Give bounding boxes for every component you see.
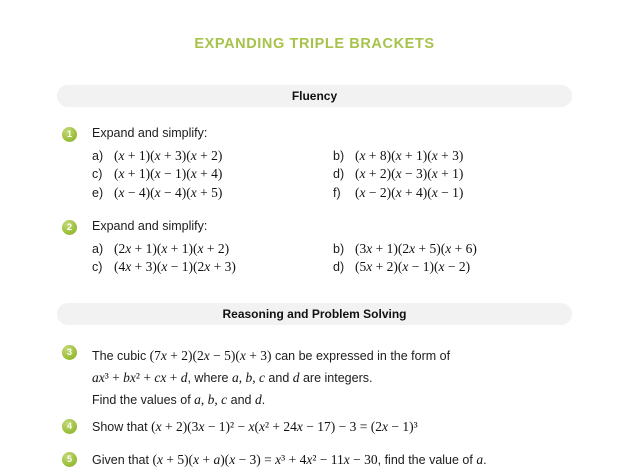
part-label: a) [92, 241, 104, 256]
question-1 [62, 126, 607, 203]
question-line: Find the values of a, b, c and d. [92, 392, 266, 407]
part-label: a) [92, 148, 104, 163]
page-title: EXPANDING TRIPLE BRACKETS [194, 36, 435, 52]
part-expression: (x + 2)(x − 3)(x + 1) [355, 166, 464, 181]
part-label: e) [92, 185, 104, 200]
part-label: d) [333, 260, 345, 274]
part-expression: (4x + 3)(x − 1)(2x + 3) [114, 259, 236, 274]
part-1b [333, 148, 607, 167]
question-2-parts [92, 241, 607, 278]
part-label: b) [333, 148, 345, 163]
question-4 [62, 418, 607, 435]
section-label-fluency: Fluency [291, 89, 338, 103]
question-3 [62, 344, 607, 411]
question-2-header [62, 219, 607, 235]
section-label-reasoning: Reasoning and Problem Solving [222, 307, 407, 321]
question-2-badge: 2 [62, 220, 77, 235]
question-2-prompt: Expand and simplify: [92, 219, 208, 233]
part-expression: (x + 1)(x − 1)(x + 4) [114, 166, 223, 181]
question-2 [62, 219, 607, 278]
part-expression: (5x + 2)(x − 1)(x − 2) [355, 259, 471, 274]
question-line: Show that (x + 2)(3x − 1)² − x(x² + 24x − 17) − 3 = (2x − 1)³ [92, 419, 418, 434]
question-line: The cubic (7x + 2)(2x − 5)(x + 3) can be expressed in the form of [92, 348, 451, 363]
question-4-text [92, 418, 418, 435]
question-5-badge: 5 [62, 452, 77, 467]
part-2c [92, 259, 333, 278]
part-label: d) [333, 167, 345, 181]
part-2b [333, 241, 607, 260]
part-1f [333, 185, 607, 204]
question-4-badge: 4 [62, 419, 77, 434]
section-bar-fluency [57, 85, 572, 107]
part-label: b) [333, 241, 345, 256]
question-3-text [92, 344, 450, 411]
part-expression: (x − 2)(x + 4)(x − 1) [355, 184, 464, 200]
question-3-badge: 3 [62, 345, 77, 360]
part-label: f) [333, 185, 341, 200]
question-3-body [62, 344, 607, 411]
part-1e [92, 185, 333, 204]
part-expression: (2x + 1)(x + 1)(x + 2) [114, 240, 230, 256]
question-line: Given that (x + 5)(x + a)(x − 3) = x³ + 4x² − 11x − 30, find the value of a. [92, 452, 487, 467]
question-1-header [62, 126, 607, 142]
section-bar-reasoning [57, 303, 572, 325]
part-2a [92, 241, 333, 260]
part-expression: (x + 1)(x + 3)(x + 2) [114, 147, 223, 163]
part-expression: (x + 8)(x + 1)(x + 3) [355, 147, 464, 163]
question-5-body [62, 451, 607, 468]
part-2d [333, 259, 607, 278]
part-label: c) [92, 167, 103, 181]
part-1d [333, 166, 607, 185]
part-label: c) [92, 260, 103, 274]
question-1-parts [92, 148, 607, 204]
question-4-body [62, 418, 607, 435]
part-expression: (x − 4)(x − 4)(x + 5) [114, 184, 223, 200]
question-1-prompt: Expand and simplify: [92, 126, 208, 140]
question-1-badge: 1 [62, 127, 77, 142]
part-1c [92, 166, 333, 185]
question-5 [62, 451, 607, 468]
part-expression: (3x + 1)(2x + 5)(x + 6) [355, 240, 477, 256]
question-line: ax³ + bx² + cx + d, where a, b, c and d are integers. [92, 370, 373, 385]
question-5-text [92, 451, 487, 468]
part-1a [92, 148, 333, 167]
